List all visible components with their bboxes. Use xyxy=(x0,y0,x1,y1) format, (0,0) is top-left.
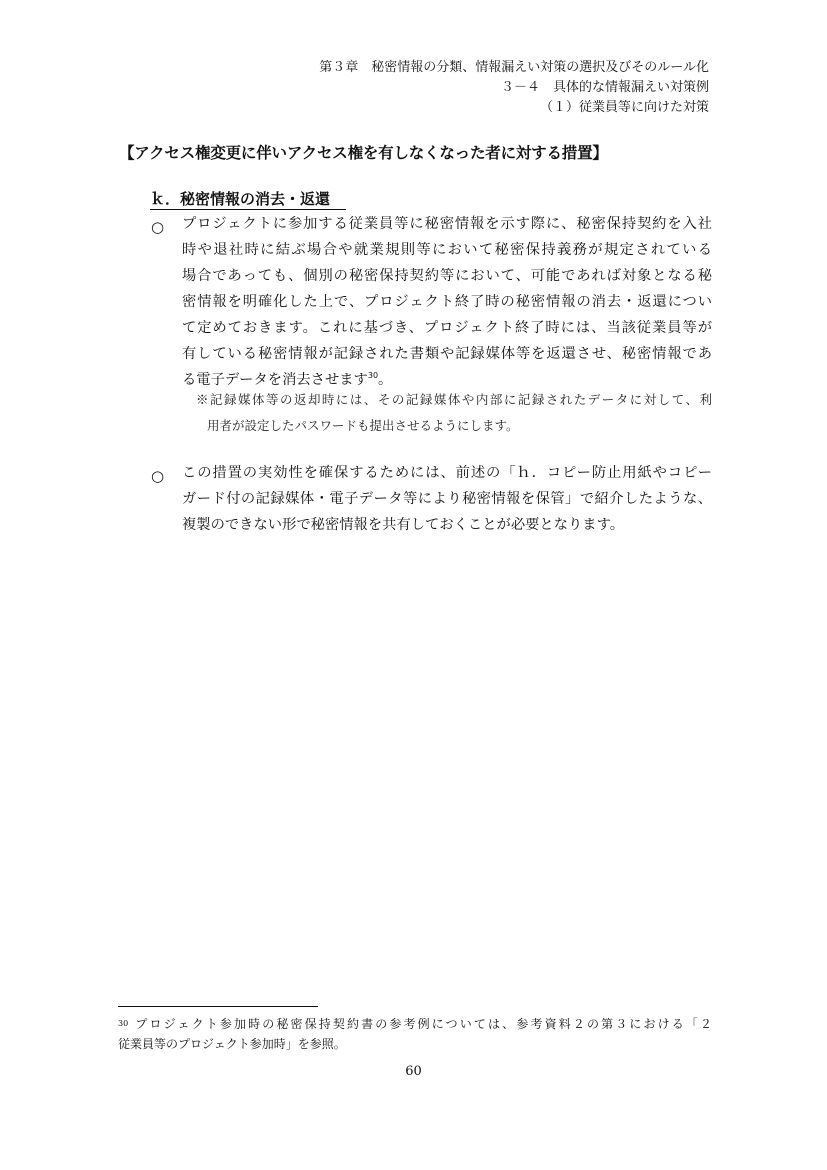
footnote xyxy=(118,1014,712,1054)
bullet-marker: ○ xyxy=(151,218,165,236)
note-block xyxy=(196,387,712,439)
paragraph-1-line: 時や退社時に結ぶ場合や就業規則等において秘密保持義務が規定されている xyxy=(182,242,712,258)
paragraph-1 xyxy=(182,211,712,393)
note-line: 用者が設定したパスワードも提出させるようにします。 xyxy=(207,418,519,433)
running-header-section: ３－４ 具体的な情報漏えい対策例 xyxy=(500,80,709,95)
footnote-divider xyxy=(118,1006,318,1007)
paragraph-1-trailing: 。 xyxy=(378,372,393,388)
page-number: 60 xyxy=(405,1064,422,1079)
footnote-reference[interactable]: 30 xyxy=(367,371,379,381)
paragraph-2-line: 複製のできない形で秘密情報を共有しておくことが必要となります。 xyxy=(182,517,625,533)
section-heading: 【アクセス権変更に伴いアクセス権を有しなくなった者に対する措置】 xyxy=(119,144,608,162)
paragraph-1-line: 有している秘密情報が記録された書類や記録媒体等を返還させ、秘密情報であ xyxy=(182,346,712,362)
paragraph-2-line: この措置の実効性を確保するためには、前述の「ｈ．コピー防止用紙やコピー xyxy=(182,465,712,481)
paragraph-1-line-text: る電子データを消去させます xyxy=(182,372,368,388)
paragraph-1-line: 密情報を明確化した上で、プロジェクト終了時の秘密情報の消去・返還につい xyxy=(182,294,712,310)
paragraph-2-line: ガード付の記録媒体・電子データ等により秘密情報を保管」で紹介したような、 xyxy=(182,491,712,507)
paragraph-1-line: て定めておきます。これに基づき、プロジェクト終了時には、当該従業員等が xyxy=(182,320,712,336)
bullet-marker: ○ xyxy=(151,467,165,485)
running-header-chapter: 第３章 秘密情報の分類、情報漏えい対策の選択及びそのルール化 xyxy=(319,60,709,75)
footnote-line: 従業員等のプロジェクト参加時」を参照。 xyxy=(118,1037,346,1051)
running-header-subsection: （１）従業員等に向けた対策 xyxy=(539,100,709,115)
paragraph-1-line: プロジェクトに参加する従業員等に秘密情報を示す際に、秘密保持契約を入社 xyxy=(182,216,712,232)
paragraph-1-line: 場合であっても、個別の秘密保持契約等において、可能であれば対象となる秘 xyxy=(182,268,712,284)
note-line: ※記録媒体等の返却時には、その記録媒体や内部に記録されたデータに対して、利 xyxy=(196,392,712,407)
sub-heading: ｋ．秘密情報の消去・返還 xyxy=(150,189,346,210)
footnote-line-text: プロジェクト参加時の秘密保持契約書の参考例については、参考資料２の第３における「２ xyxy=(133,1017,712,1031)
paragraph-2 xyxy=(182,460,712,538)
footnote-mark: 30 xyxy=(118,1019,129,1028)
footnote-line xyxy=(118,1014,712,1034)
